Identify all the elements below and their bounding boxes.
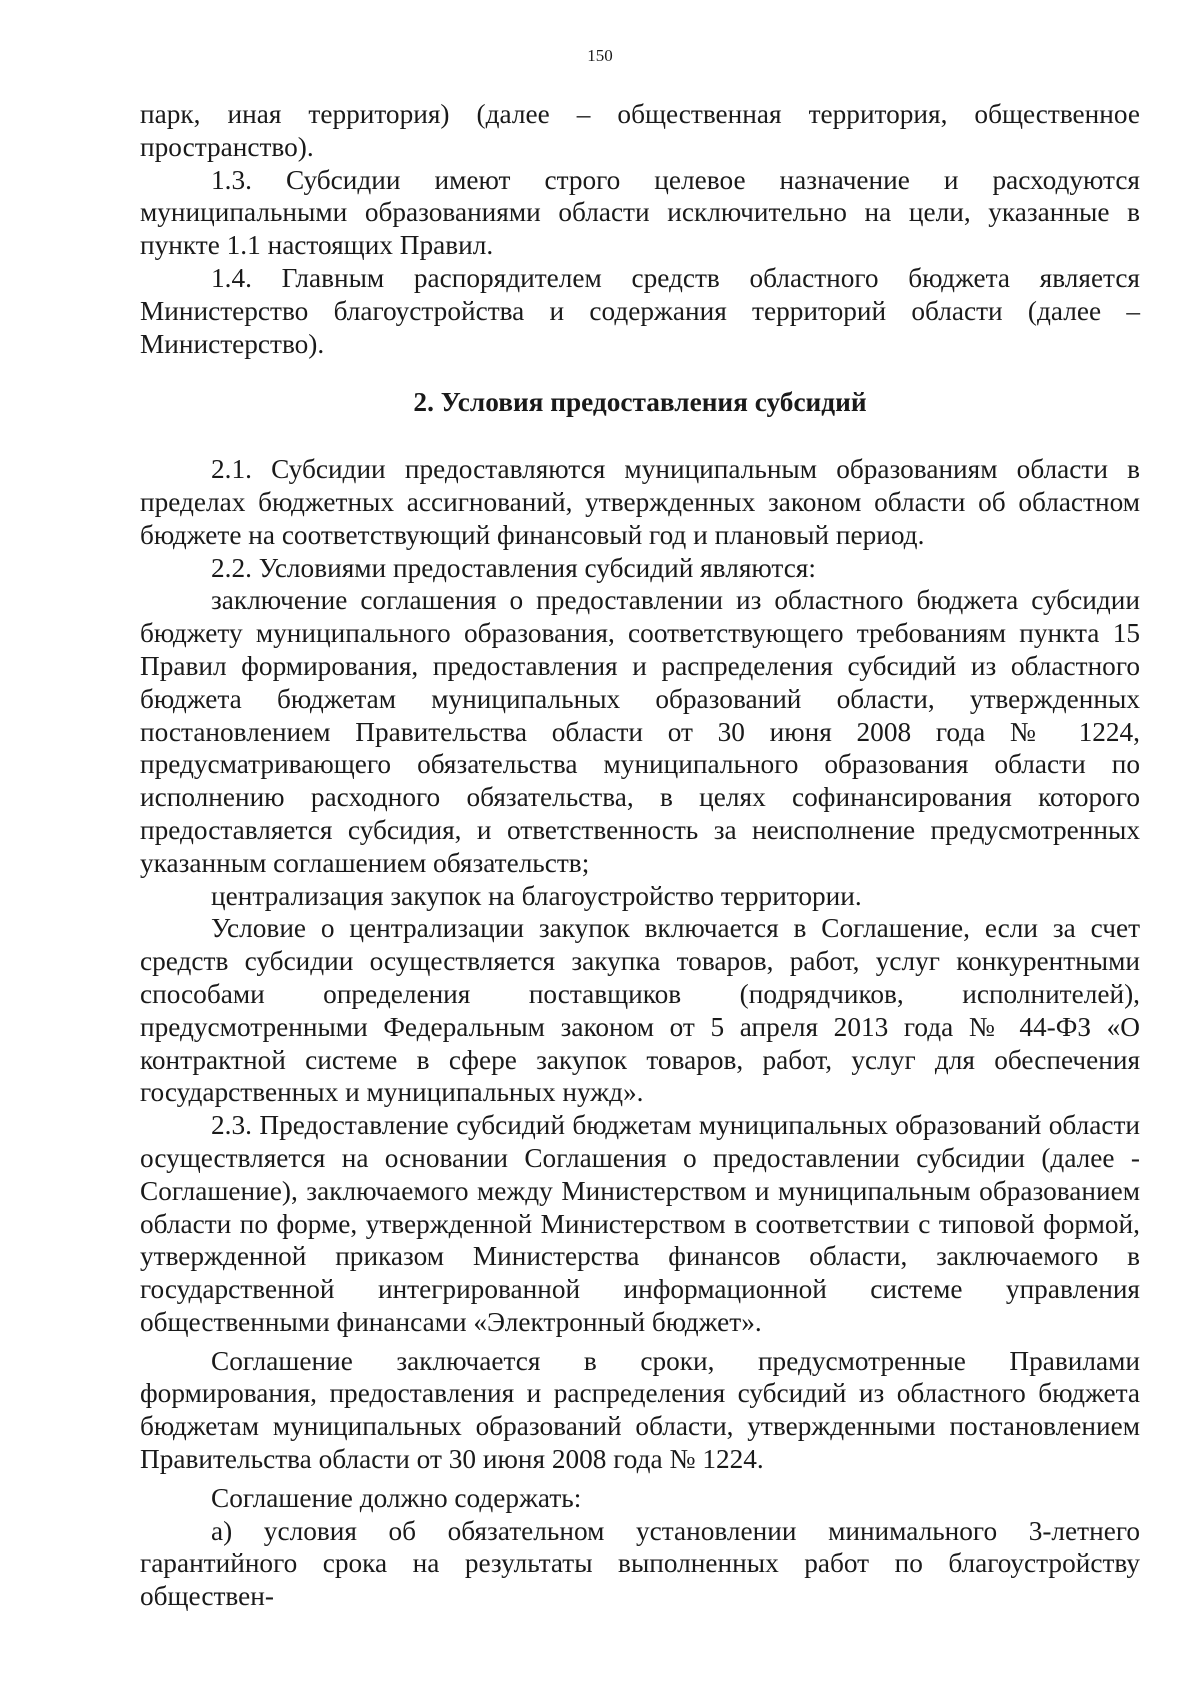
paragraph-item-a: а) условия об обязательном установлении минимального 3-летнего гарантийного срока на результаты выполненных работ по благоустройству обществен- (140, 1515, 1140, 1612)
paragraph-2-3: 2.3. Предоставление субсидий бюджетам муниципальных образований области осуществляется на основании Соглашения о предоставлении субсидии (далее - Соглашение), заключаемого между Министерством и муниципальным образованием области по форме, утвержденной Министерством в соответствии с типовой формой, утвержденной приказом Министерства финансов области, заключаемого в государственной интегрированной информационной системе управления общественными финансами «Электронный бюджет». (140, 1110, 1140, 1337)
paragraph-continuation: парк, иная территория) (далее – общественная территория, общественное пространство). (140, 99, 1140, 162)
paragraph-agreement-contents: Соглашение должно содержать: (211, 1482, 582, 1513)
paragraph-2-1: 2.1. Субсидии предоставляются муниципальным образованиям области в пределах бюджетных ассигнований, утвержденных законом области об областном бюджете на соответствующий финансовый год и плановый период. (140, 454, 1140, 550)
paragraph-condition-centralization: централизация закупок на благоустройство территории. (211, 880, 862, 911)
paragraph-agreement-terms: Соглашение заключается в сроки, предусмотренные Правилами формирования, предоставления и распределения субсидий из областного бюджета бюджетам муниципальных образований области, утвержденными постановлением Правительства области от 30 июня 2008 года № 1224. (140, 1345, 1140, 1475)
paragraph-1-4: 1.4. Главным распорядителем средств областного бюджета является Министерство благоустройства и содержания территорий области (далее – Министерство). (140, 262, 1140, 359)
section-title: 2. Условия предоставления субсидий (413, 387, 867, 418)
document-body (140, 98, 1140, 1613)
paragraph-centralization-clause: Условие о централизации закупок включается в Соглашение, если за счет средств субсидии осуществляется закупка товаров, работ, услуг конкурентными способами определения поставщиков (подрядчиков, исполнителей), предусмотренными Федеральным законом от 5 апреля 2013 года № 44-ФЗ «О контрактной системе в сфере закупок товаров, работ, услуг для обеспечения государственных и муниципальных нужд». (140, 913, 1140, 1108)
page-number: 150 (587, 46, 613, 65)
paragraph-1-3: 1.3. Субсидии имеют строго целевое назначение и расходуются муниципальными образованиями области исключительно на цели, указанные в пункте 1.1 настоящих Правил. (140, 164, 1140, 261)
paragraph-2-2: 2.2. Условиями предоставления субсидий являются: (211, 552, 816, 583)
paragraph-condition-agreement: заключение соглашения о предоставлении из областного бюджета субсидии бюджету муниципального образования, соответствующего требованиям пункта 15 Правил формирования, предоставления и распределения субсидий из областного бюджета бюджетам муниципальных образований области, утвержденных постановлением Правительства области от 30 июня 2008 года № 1224, предусматривающего обязательства муниципального образования области по исполнению расходного обязательства, в целях софинансирования которого предоставляется субсидия, и ответственность за неисполнение предусмотренных указанным соглашением обязательств; (140, 585, 1140, 878)
